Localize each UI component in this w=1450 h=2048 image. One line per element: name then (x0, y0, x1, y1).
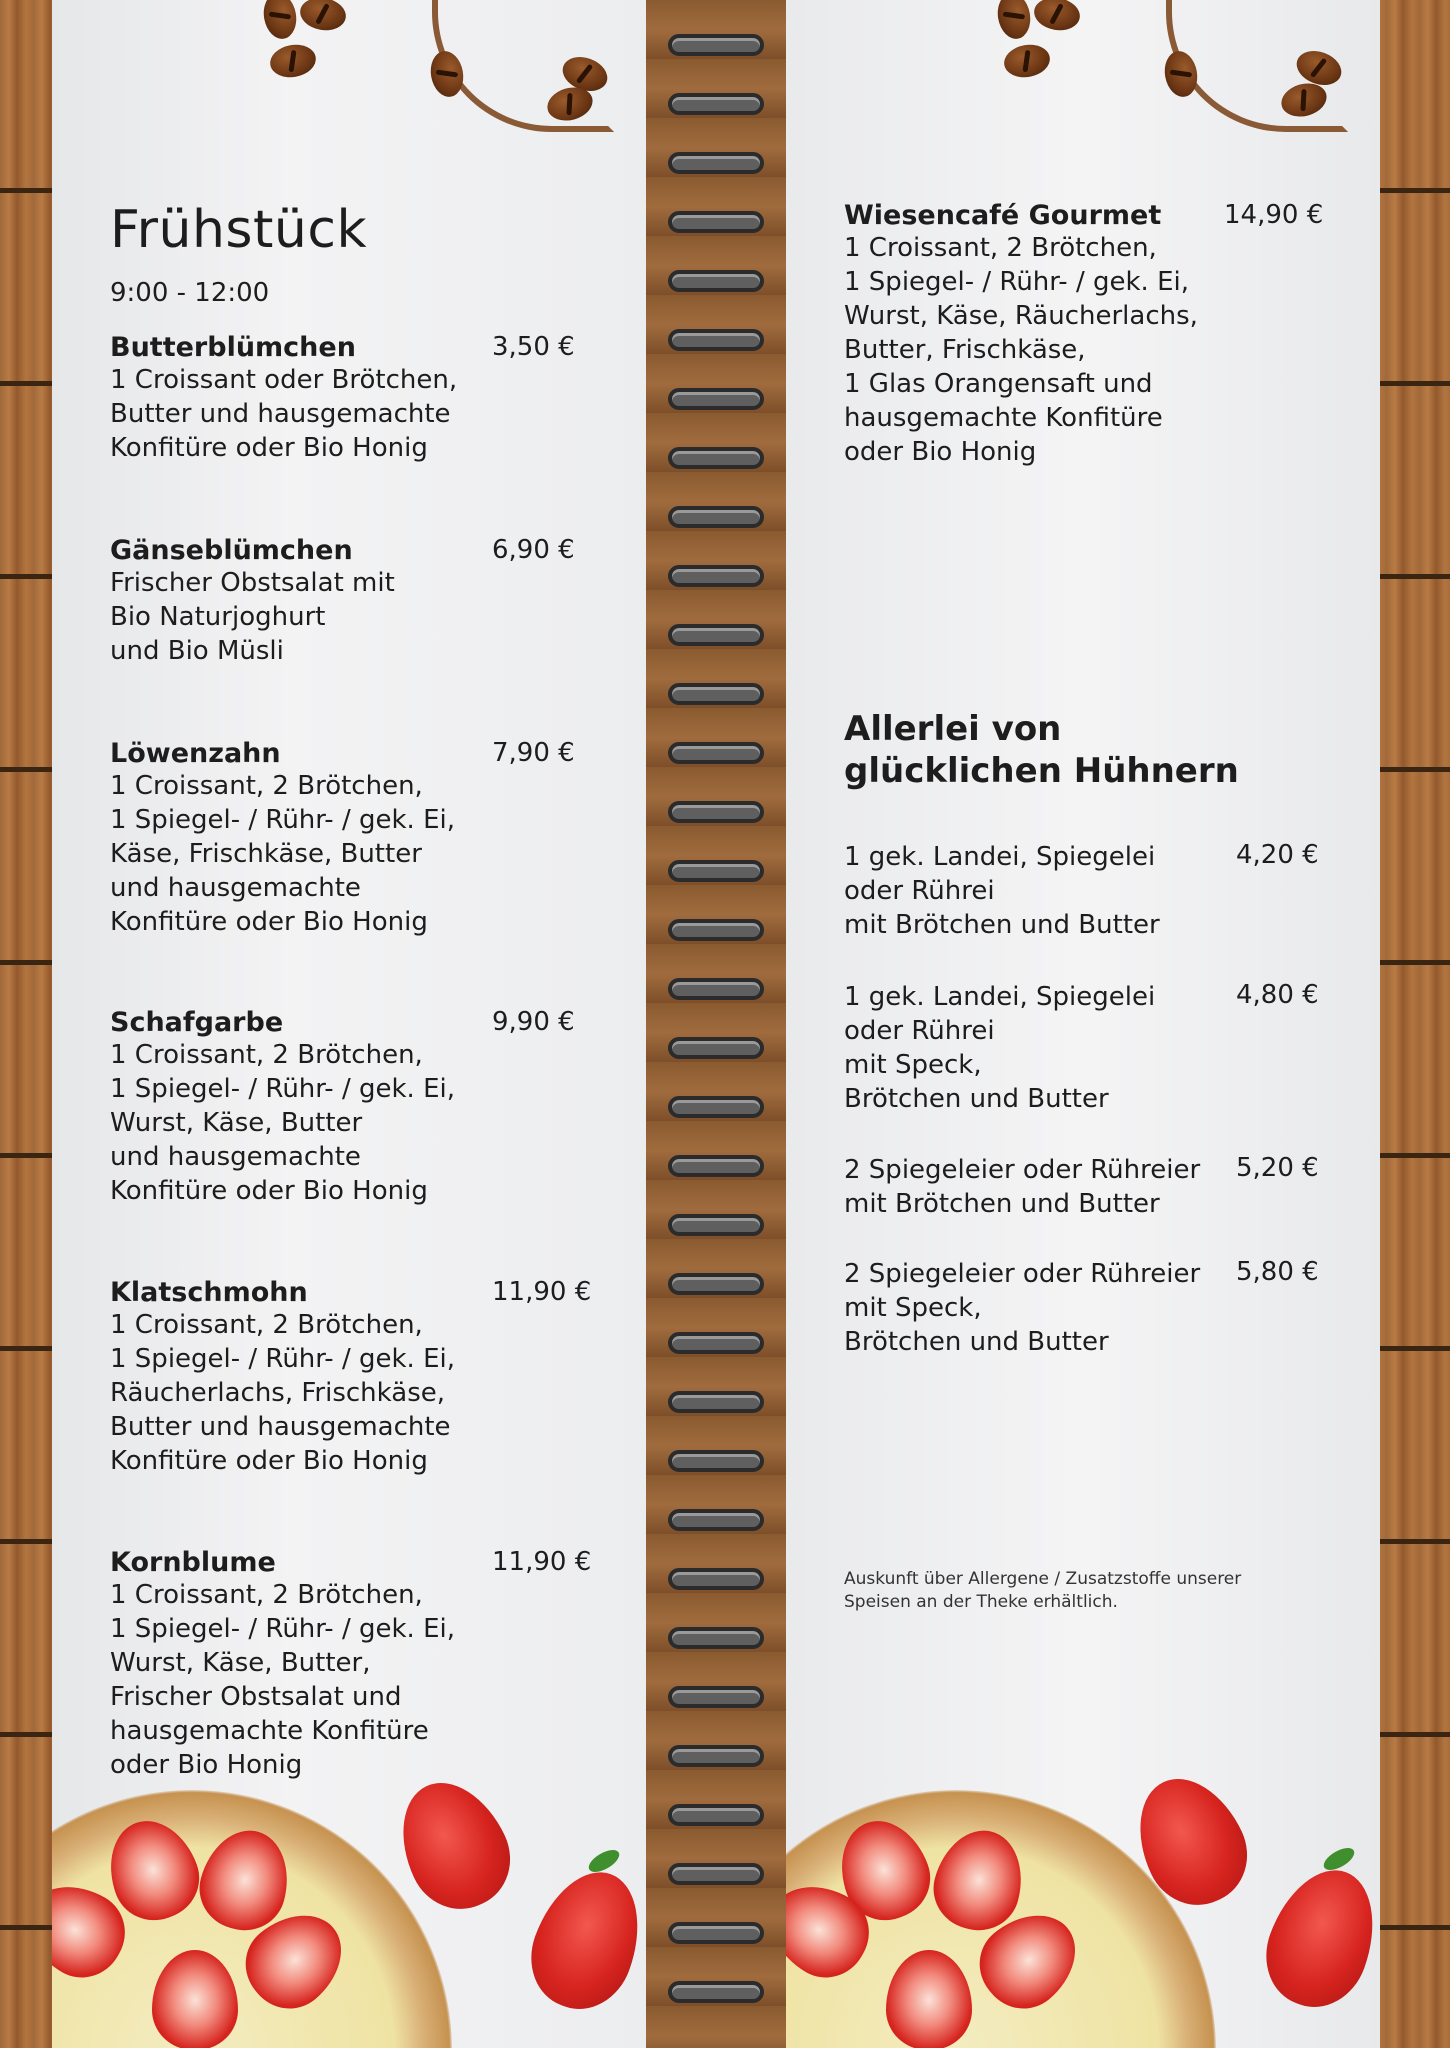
item-description: 1 Croissant oder Brötchen, Butter und hausgemachte Konfitüre oder Bio Honig (110, 365, 458, 463)
item-price: 11,90 € (492, 1277, 592, 1307)
binding-ring (668, 1863, 764, 1885)
egg-item (844, 1153, 1374, 1221)
item-description: 1 Croissant, 2 Brötchen, 1 Spiegel- / Rühr- / gek. Ei, Räucherlachs, Frischkäse, Butter und hausgemachte Konfitüre oder Bio Honig (110, 1310, 455, 1476)
item-description: 1 gek. Landei, Spiegelei oder Rührei mit Speck, Brötchen und Butter (844, 982, 1156, 1114)
item-price: 7,90 € (492, 738, 575, 768)
allergen-note: Auskunft über Allergene / Zusatzstoffe unserer Speisen an der Theke erhältlich. (844, 1569, 1242, 1612)
binding-ring (668, 1804, 764, 1826)
menu-item (110, 1547, 640, 1782)
item-name: Klatschmohn (110, 1277, 308, 1308)
strawberry-icon (516, 1857, 646, 2023)
binding-ring (668, 1096, 764, 1118)
coffee-bean-icon (1002, 41, 1053, 81)
menu-item (110, 1277, 640, 1478)
binding-ring (668, 93, 764, 115)
strawberry-icon (1251, 1855, 1380, 2021)
binding-ring (668, 624, 764, 646)
item-name: Schafgarbe (110, 1007, 284, 1038)
item-price: 11,90 € (492, 1547, 592, 1577)
menu-item (110, 535, 640, 668)
binding-ring (668, 1332, 764, 1354)
item-price: 6,90 € (492, 535, 575, 565)
menu-page-right (786, 0, 1380, 2048)
coffee-bean-icon (298, 0, 349, 34)
binding-ring (668, 1155, 764, 1177)
binding-ring (668, 388, 764, 410)
item-description: 2 Spiegeleier oder Rühreier mit Brötchen und Butter (844, 1155, 1201, 1219)
binding-ring (668, 860, 764, 882)
binding-ring (668, 506, 764, 528)
binding-ring (668, 978, 764, 1000)
item-price: 4,20 € (1236, 840, 1319, 870)
item-name: Wiesencafé Gourmet (844, 200, 1162, 231)
spiral-binding (646, 0, 786, 2048)
coffee-bean-icon (268, 41, 319, 81)
menu-item (110, 738, 640, 939)
binding-ring (668, 1037, 764, 1059)
egg-item (844, 1257, 1374, 1359)
item-price: 5,20 € (1236, 1153, 1319, 1183)
item-name: Butterblümchen (110, 332, 356, 363)
coffee-bean-icon (994, 0, 1034, 41)
binding-ring (668, 211, 764, 233)
item-name: Löwenzahn (110, 738, 281, 769)
binding-ring (668, 1391, 764, 1413)
coffee-bean-icon (1032, 0, 1083, 34)
binding-ring (668, 1509, 764, 1531)
item-price: 3,50 € (492, 332, 575, 362)
item-description: 1 Croissant, 2 Brötchen, 1 Spiegel- / Rühr- / gek. Ei, Wurst, Käse, Butter, Frischer Obstsalat und hausgemachte Konfitüre oder Bio Honig (110, 1580, 455, 1780)
coffee-bean-icon (260, 0, 300, 41)
binding-ring (668, 1922, 764, 1944)
menu-item-gourmet (844, 200, 1374, 469)
binding-ring (668, 152, 764, 174)
binding-ring (668, 1214, 764, 1236)
egg-item (844, 840, 1374, 942)
item-price: 5,80 € (1236, 1257, 1319, 1287)
section-title: Allerlei von glücklichen Hühnern (844, 709, 1239, 791)
menu-item (110, 332, 640, 465)
opening-hours: 9:00 - 12:00 (110, 278, 270, 308)
binding-ring (668, 1981, 764, 2003)
binding-ring (668, 1627, 764, 1649)
binding-ring (668, 447, 764, 469)
binding-ring (668, 1686, 764, 1708)
binding-ring (668, 329, 764, 351)
binding-ring (668, 1568, 764, 1590)
item-description: Frischer Obstsalat mit Bio Naturjoghurt und Bio Müsli (110, 568, 395, 666)
binding-ring (668, 1745, 764, 1767)
item-description: 1 Croissant, 2 Brötchen, 1 Spiegel- / Rühr- / gek. Ei, Wurst, Käse, Räucherlachs, Butter, Frischkäse, 1 Glas Orangensaft und hausgemachte Konfitüre oder Bio Honig (844, 233, 1198, 467)
item-price: 9,90 € (492, 1007, 575, 1037)
binding-ring (668, 1450, 764, 1472)
egg-item (844, 980, 1374, 1116)
item-name: Kornblume (110, 1547, 276, 1578)
item-price: 14,90 € (1224, 200, 1324, 230)
item-description: 2 Spiegeleier oder Rühreier mit Speck, Brötchen und Butter (844, 1259, 1201, 1357)
item-description: 1 gek. Landei, Spiegelei oder Rührei mit Brötchen und Butter (844, 842, 1160, 940)
item-description: 1 Croissant, 2 Brötchen, 1 Spiegel- / Rühr- / gek. Ei, Käse, Frischkäse, Butter und hausgemachte Konfitüre oder Bio Honig (110, 771, 455, 937)
item-description: 1 Croissant, 2 Brötchen, 1 Spiegel- / Rühr- / gek. Ei, Wurst, Käse, Butter und hausgemachte Konfitüre oder Bio Honig (110, 1040, 455, 1206)
binding-ring (668, 742, 764, 764)
item-name: Gänseblümchen (110, 535, 353, 566)
binding-ring (668, 34, 764, 56)
menu-page-left (52, 0, 646, 2048)
binding-ring (668, 270, 764, 292)
binding-ring (668, 801, 764, 823)
binding-ring (668, 565, 764, 587)
binding-ring (668, 919, 764, 941)
item-price: 4,80 € (1236, 980, 1319, 1010)
page-title: Frühstück (110, 200, 368, 260)
binding-ring (668, 683, 764, 705)
binding-ring (668, 1273, 764, 1295)
menu-item (110, 1007, 640, 1208)
